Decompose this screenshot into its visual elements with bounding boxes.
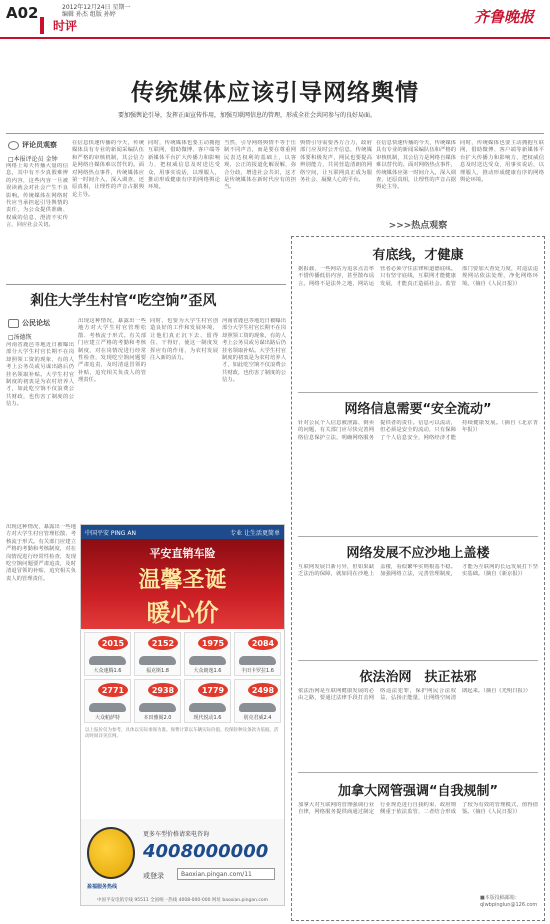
commentator-badge xyxy=(8,140,57,150)
right-divider-1 xyxy=(298,392,538,393)
car-price: 2015 xyxy=(98,636,128,650)
newspaper-logo: 齐鲁晚报 xyxy=(473,8,534,26)
car-icon xyxy=(89,703,126,712)
car-name: 现代悦动1.6 xyxy=(193,715,222,721)
car-icon xyxy=(239,703,276,712)
car-icon xyxy=(189,656,226,665)
car-name: 本田雅阁2.0 xyxy=(143,715,172,721)
second-col-2: 出现这种情况，暴露出一些地方对大学生村官管理松散、考核流于形式。有关部门应建立严格的考勤和考核制度，对在岗情况进行经常性检查，发现吃空饷问题要严肃追责，及时清退冒领的补贴，追究相关负责人的管理责任。 xyxy=(78,318,146,384)
page-number: A02 xyxy=(6,4,39,22)
car-price: 2152 xyxy=(148,636,178,650)
second-col-4: 河南省鹿邑等地近日被曝出部分大学生村官长期不在岗却照领工资的现象，有的人考上公务员或另谋出路后仍挂名领取补贴。大学生村官制度的初衷是为农村培养人才，如此吃空饷不仅浪费公共财政，也伤害了制度的公信力。 xyxy=(222,318,286,384)
header-rule xyxy=(0,37,550,39)
lead-subtitle: 要加强舆论引导，发挥正面宣传作用，加强互联网信息的管理，形成全社会共同参与的良好局面。 xyxy=(118,112,377,119)
right-article-3-text: 互联网发展日新月异，但如果缺乏法治的保障，就如同在沙地上盖楼，看似繁华实则根基不稳。加强网络立法，完善管理制度，才能为互联网的长远发展打下坚实基础。（摘自《新京报》） xyxy=(298,564,538,578)
lead-col-7: 同时，传统媒体也要主动拥抱互联网，借助微博、客户端等新媒体平台扩大传播力和影响力，把权威信息及时送达受众，用事实说话，以理服人，推动形成健康有序的网络舆论环境。 xyxy=(460,140,544,184)
right-article-2-title: 网络信息需要“安全流动” xyxy=(344,402,492,417)
submission-email[interactable]: qlwbpinglun@126.com xyxy=(480,902,538,908)
second-byline: □汤德恢 xyxy=(8,334,32,341)
car-name: 福克斯1.8 xyxy=(146,668,169,674)
car-card xyxy=(84,632,131,676)
car-icon xyxy=(139,703,176,712)
ad-fine-print: 以上报价仅为参考，具体以实际承保为准。保费计算以车辆实际价值、投保险种及条款为依据。活动时间详见官网。 xyxy=(85,728,279,739)
phone-caption: 更多车型价格请来电咨询 xyxy=(143,831,210,838)
car-price: 2938 xyxy=(148,683,178,697)
section-marker xyxy=(40,17,44,34)
comment-icon xyxy=(8,141,19,150)
section-title: 时评 xyxy=(53,19,78,33)
car-icon xyxy=(139,656,176,665)
car-price: 2084 xyxy=(248,636,278,650)
car-card xyxy=(184,679,231,723)
right-article-1-text: 据报载，一些网站为追求点击率不惜传播低俗内容，甚至散布谣言。网络不是法外之地，网站运营者必须守住法律和道德底线。只有坚守底线，互联网才能健康发展，才能真正造福社会。监管部门要加大查处力度，对违法违规网站依法处理，净化网络环境。（摘自《人民日报》） xyxy=(298,266,538,287)
right-divider-3 xyxy=(298,660,538,661)
right-divider-4 xyxy=(298,772,538,773)
second-headline: 剎住大学生村官“吃空饷”歪风 xyxy=(30,293,217,309)
phone-number[interactable]: 4008000000 xyxy=(143,841,269,862)
forum-badge xyxy=(8,318,50,328)
ad-footer-line: 中国平安电销专线 95511 全国统一热线 4008-000-000 网址 baoxian.pingan.com xyxy=(97,898,268,903)
insurance-advertisement[interactable] xyxy=(80,524,285,906)
car-price: 2771 xyxy=(98,683,128,697)
lead-divider xyxy=(6,133,544,134)
car-name: 大众朗逸1.6 xyxy=(193,668,222,674)
lead-col-6: 在信息快速传播的今天，传统媒体具有专业的新闻采编队伍和严格的审核机制，其公信力是网络自媒体难以替代的。面对网络热点事件，传统媒体应第一时间介入，深入调查，还原真相，让理性的声音占据舆论主导。 xyxy=(376,140,456,191)
car-card xyxy=(234,679,281,723)
forum-icon xyxy=(8,319,19,328)
right-article-4-text: 依法治网是互联网健康发展的必由之路，要通过法律手段打击网络违法犯罪，保护网民合法权益，弘扬正能量，让网络空间清朗起来。（摘自《光明日报》） xyxy=(298,688,531,702)
lead-col-3: 同时，传统媒体也要主动拥抱互联网，借助微博、客户端等新媒体平台扩大传播力和影响力，把权威信息及时送达受众，用事实说话，以理服人，推动形成健康有序的网络舆论环境。 xyxy=(148,140,220,191)
date-line: 2012年12月24日 星期一 xyxy=(62,4,131,11)
car-card xyxy=(134,679,181,723)
car-price-grid xyxy=(81,629,284,726)
car-card xyxy=(184,632,231,676)
lead-col-4: 当然，引导网络舆情不等于压制不同声音，而是要在尊重网民表达权利的基础上，以客观、公正的报道化解误解，弥合分歧，增进社会共识，这才是传统媒体在新时代应有的担当。 xyxy=(224,140,296,191)
forum-badge-label: 公民论坛 xyxy=(22,319,50,327)
car-card xyxy=(84,679,131,723)
site-label: 或登录 xyxy=(143,872,164,880)
car-card xyxy=(134,632,181,676)
car-card xyxy=(234,632,281,676)
ad-footer xyxy=(81,819,284,905)
lead-col-2: 在信息快速传播的今天，传统媒体具有专业的新闻采编队伍和严格的审核机制，其公信力是网络自媒体难以替代的。面对网络热点事件，传统媒体应第一时间介入，深入调查，还原真相，让理性的声音占据舆论主导。 xyxy=(72,140,144,198)
car-icon xyxy=(189,703,226,712)
right-article-4-title: 依法治网 扶正祛邪 xyxy=(359,670,477,685)
site-url[interactable]: Baoxian.pingan.com/11 xyxy=(177,868,275,880)
story-divider xyxy=(6,284,286,285)
right-divider-2 xyxy=(298,536,538,537)
car-price: 1975 xyxy=(198,636,228,650)
car-price: 2498 xyxy=(248,683,278,697)
ad-slogan: 专业 让生活更简单 xyxy=(230,529,280,537)
car-name: 大众帕萨特 xyxy=(94,715,120,721)
ad-top-bar xyxy=(81,525,284,539)
editor-line: 编辑 孙杰 组版 孙婷 xyxy=(62,11,116,18)
ad-brand: 中国平安 PING AN xyxy=(85,529,136,537)
lead-byline: □本报评论员 金钟 xyxy=(8,156,58,163)
ad-hero xyxy=(81,539,284,629)
lead-col-1: 网络上每天传播大量的信息，其中有不少真假难辨的内容，这些内容一旦被误读就会对社会产生不良影响。传统媒体在网络时代应当承担起引导舆情的责任，为公众提供准确、权威的信息，澄清不实传言，回应社会关切。 xyxy=(6,163,68,229)
car-icon xyxy=(89,656,126,665)
car-name: 别克君威2.4 xyxy=(243,715,272,721)
ad-hero-line-1: 平安直销车险 xyxy=(149,547,216,560)
right-article-1-title: 有底线，才健康 xyxy=(372,248,464,263)
right-article-5-text: 加拿大对互联网的管理强调行业自律，网络服务提供商通过制定行业规范进行自我约束，政府则侧重于依法监管，二者结合形成了较为有效的管理模式，值得借鉴。（摘自《人民日报》） xyxy=(298,802,538,816)
right-column-label: >>>热点观察 xyxy=(388,221,448,231)
submission-label: ■本版投稿邮箱： xyxy=(480,895,520,901)
mascot-caption: 盈福服务热线 xyxy=(87,884,118,890)
car-name: 大众速腾1.6 xyxy=(93,668,122,674)
second-col-1: 河南省鹿邑等地近日被曝出部分大学生村官长期不在岗却照领工资的现象，有的人考上公务员或另谋出路后仍挂名领取补贴。大学生村官制度的初衷是为农村培养人才，如此吃空饷不仅浪费公共财政，也伤害了制度的公信力。 xyxy=(6,342,74,408)
second-col-3: 同时，也要为大学生村官创造良好的工作和发展环境，让他们真正沉下去、留得住、干得好，使这一制度发挥应有的作用，为农村发展注入新的活力。 xyxy=(150,318,218,362)
ad-hero-line-3: 暖心价 xyxy=(146,599,219,627)
car-price: 1779 xyxy=(198,683,228,697)
lead-headline: 传统媒体应该引导网络舆情 xyxy=(131,80,419,106)
right-article-3-title: 网络发展不应沙地上盖楼 xyxy=(346,546,490,561)
right-article-2-text: 针对公民个人信息被泄露、倒卖的问题，有关部门应尽快完善网络信息保护立法，明确网络服务提供者的责任。信息可以流动，但必须是安全的流动，只有保障了个人信息安全，网络经济才能持续健康发展。（摘自《北京青年报》） xyxy=(298,420,538,441)
ad-hero-line-2: 温馨圣诞 xyxy=(138,568,227,593)
lead-col-5: 舆情引导需要各方合力，政府部门应及时公开信息，传统媒体要积极发声，网民也要提高辨别能力，共同营造清朗的网络空间，让互联网真正成为服务社会、凝聚人心的平台。 xyxy=(300,140,372,184)
badge-label: 评论员观察 xyxy=(22,141,57,149)
car-name: 丰田卡罗拉1.6 xyxy=(241,668,274,674)
bee-mascot-icon xyxy=(87,827,135,879)
second-col-5: 出现这种情况，暴露出一些地方对大学生村官管理松散、考核流于形式。有关部门应建立严格的考勤和考核制度，对在岗情况进行经常性检查，发现吃空饷问题要严肃追责，及时清退冒领的补贴，追究相关负责人的管理责任。 xyxy=(6,524,76,582)
car-icon xyxy=(239,656,276,665)
right-article-5-title: 加拿大网管强调“自我规制” xyxy=(337,784,499,799)
